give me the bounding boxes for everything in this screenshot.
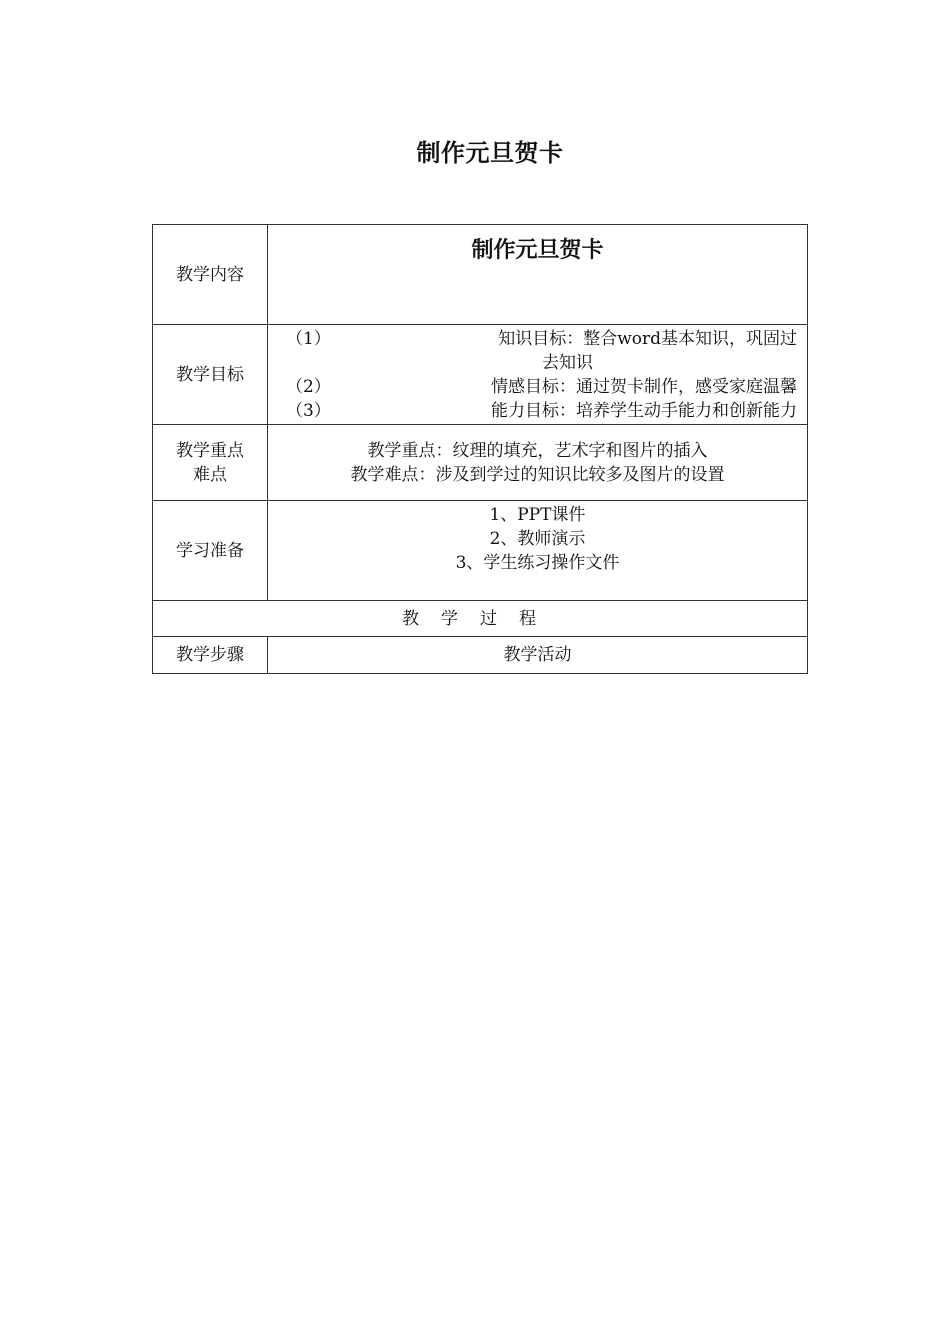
label-goals: 教学目标 — [153, 325, 268, 425]
row-content — [153, 225, 808, 325]
key-point-text: 教学重点：纹理的填充，艺术字和图片的插入 — [367, 440, 708, 461]
difficulty-text: 教学难点：涉及到学过的知识比较多及图片的设置 — [350, 464, 725, 485]
goal-text-continued: 去知识 — [542, 352, 593, 373]
preparation-item: 3、学生练习操作文件 — [455, 553, 620, 573]
keypoints-cell — [268, 425, 808, 501]
goal-item — [268, 327, 807, 351]
goal-number: （2） — [286, 376, 331, 397]
row-goals — [153, 325, 808, 425]
goal-text: 知识目标：整合word基本知识，巩固过 — [498, 328, 797, 349]
label-content: 教学内容 — [153, 225, 268, 325]
content-title: 制作元旦贺卡 — [471, 238, 604, 263]
preparation-item: 1、PPT课件 — [489, 505, 586, 525]
label-keypoints — [153, 425, 268, 501]
label-keypoints-line1: 教学重点 — [176, 440, 244, 461]
row-steps — [153, 637, 808, 674]
document-title: 制作元旦贺卡 — [416, 139, 564, 167]
row-preparation — [153, 501, 808, 601]
preparation-item: 2、教师演示 — [489, 529, 586, 549]
label-steps: 教学步骤 — [153, 637, 268, 674]
preparation-cell — [268, 501, 808, 601]
label-keypoints-line2: 难点 — [193, 464, 227, 485]
content-cell — [268, 225, 808, 325]
goals-cell — [268, 325, 808, 425]
lesson-plan-table — [152, 224, 808, 674]
goal-text: 情感目标：通过贺卡制作，感受家庭温馨 — [491, 376, 797, 397]
label-preparation: 学习准备 — [153, 501, 268, 601]
row-keypoints — [153, 425, 808, 501]
goal-number: （1） — [286, 328, 331, 349]
goal-number: （3） — [286, 400, 331, 421]
goal-item — [268, 375, 807, 399]
activity-heading: 教学活动 — [268, 637, 808, 674]
row-process — [153, 601, 808, 637]
goal-text: 能力目标：培养学生动手能力和创新能力 — [491, 400, 797, 421]
process-heading: 教学过程 — [153, 601, 808, 637]
goal-item — [268, 399, 807, 423]
